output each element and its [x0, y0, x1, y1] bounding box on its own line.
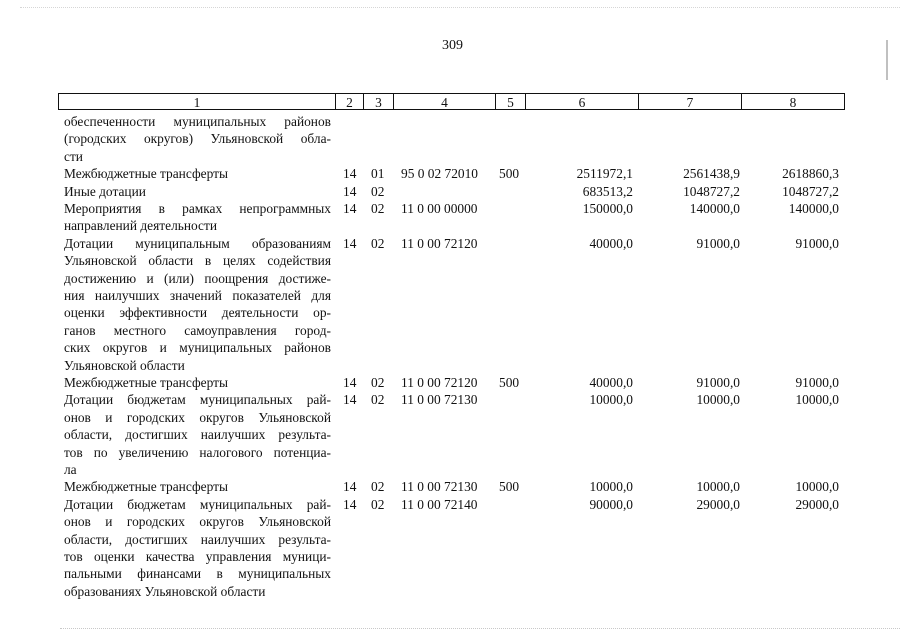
cell-c8: 140000,0 [788, 201, 839, 216]
cell-c8: 2618860,3 [782, 166, 839, 182]
cell-c2: 14 [343, 183, 357, 199]
description-line: тов по увеличению налогового потенциа- [64, 444, 331, 460]
cell-c2: 14 [343, 392, 357, 408]
header-col-6: 6 [525, 93, 638, 110]
cell-c7: 29000,0 [696, 496, 740, 512]
row-description [64, 496, 331, 600]
header-col-4: 4 [393, 93, 495, 110]
row-description [64, 113, 331, 165]
cell-c4: 11 0 00 72130 [401, 479, 478, 495]
description-line: Ульяновской области в целях содействия [64, 253, 331, 269]
description-line: Мероприятия в рамках непрограммных [64, 201, 331, 216]
cell-c8: 1048727,2 [782, 183, 839, 199]
row-description [64, 374, 331, 391]
cell-c3: 02 [371, 496, 385, 512]
description-line: пальными финансами в муниципальных [64, 566, 331, 582]
cell-c3: 01 [371, 166, 385, 182]
page-number: 309 [442, 38, 463, 53]
cell-c8: 10000,0 [795, 392, 839, 408]
cell-c2: 14 [343, 201, 357, 216]
description-line: ла [64, 462, 77, 478]
cell-c4: 11 0 00 72120 [401, 375, 478, 390]
cell-c6: 2511972,1 [576, 166, 633, 182]
row-description [64, 183, 331, 200]
header-col-7: 7 [638, 93, 741, 110]
row-description [64, 235, 331, 374]
cell-c8: 29000,0 [795, 496, 839, 512]
description-line: Дотации бюджетам муниципальных рай- [64, 392, 331, 408]
description-line: оценки эффективности деятельности ор- [64, 305, 331, 321]
cell-c2: 14 [343, 166, 357, 182]
description-line: тов оценки качества управления муници- [64, 549, 331, 565]
cell-c5: 500 [499, 479, 520, 495]
description-line: Межбюджетные трансферты [64, 375, 228, 390]
row-description [64, 165, 331, 182]
header-col-8: 8 [741, 93, 845, 110]
cell-c3: 02 [371, 183, 385, 199]
cell-c6: 10000,0 [589, 392, 633, 408]
description-line: Межбюджетные трансферты [64, 166, 228, 182]
cell-c6: 90000,0 [589, 496, 633, 512]
cell-c7: 91000,0 [696, 375, 740, 390]
header-col-3: 3 [363, 93, 393, 110]
description-line: направлений деятельности [64, 218, 218, 234]
cell-c5: 500 [499, 375, 520, 390]
cell-c8: 10000,0 [795, 479, 839, 495]
description-line: ских округов и муниципальных районов [64, 340, 331, 356]
cell-c8: 91000,0 [795, 375, 839, 390]
description-line: ния наилучших значений показателей для [64, 288, 331, 304]
description-line: обеспеченности муниципальных районов [64, 114, 331, 129]
cell-c7: 140000,0 [689, 201, 740, 216]
header-col-1: 1 [58, 93, 335, 110]
row-description [64, 478, 331, 495]
description-line: сти [64, 148, 83, 164]
row-description [64, 391, 331, 478]
cell-c4: 11 0 00 72120 [401, 235, 478, 251]
description-line: Межбюджетные трансферты [64, 479, 228, 495]
description-line: онов и городских округов Ульяновской [64, 409, 331, 425]
cell-c2: 14 [343, 479, 357, 495]
description-line: Дотации бюджетам муниципальных рай- [64, 496, 331, 512]
description-line: онов и городских округов Ульяновской [64, 514, 331, 530]
cell-c6: 683513,2 [582, 183, 633, 199]
cell-c7: 2561438,9 [683, 166, 740, 182]
cell-c2: 14 [343, 375, 357, 390]
cell-c7: 10000,0 [696, 392, 740, 408]
scan-artifact-bottom [60, 628, 900, 629]
header-col-2: 2 [335, 93, 363, 110]
cell-c2: 14 [343, 496, 357, 512]
description-line: области, достигших наилучших результа- [64, 531, 331, 547]
cell-c4: 11 0 00 72140 [401, 496, 478, 512]
description-line: Иные дотации [64, 183, 146, 199]
cell-c7: 10000,0 [696, 479, 740, 495]
cell-c6: 40000,0 [589, 375, 633, 390]
cell-c7: 91000,0 [696, 235, 740, 251]
description-line: образованиях Ульяновской области [64, 583, 266, 599]
cell-c3: 02 [371, 479, 385, 495]
description-line: области, достигших наилучших результа- [64, 427, 331, 443]
cell-c2: 14 [343, 235, 357, 251]
cell-c3: 02 [371, 375, 385, 390]
cell-c3: 02 [371, 235, 385, 251]
cell-c4: 11 0 00 72130 [401, 392, 478, 408]
description-line: Дотации муниципальным образованиям [64, 235, 331, 251]
description-line: достижению и (или) поощрения достиже- [64, 270, 331, 286]
cell-c8: 91000,0 [795, 235, 839, 251]
cell-c6: 40000,0 [589, 235, 633, 251]
cell-c5: 500 [499, 166, 520, 182]
description-line: (городских округов) Ульяновской обла- [64, 131, 331, 147]
cell-c7: 1048727,2 [683, 183, 740, 199]
cell-c4: 11 0 00 00000 [401, 201, 478, 216]
cell-c4: 95 0 02 72010 [401, 166, 478, 182]
cell-c3: 02 [371, 201, 385, 216]
cell-c6: 10000,0 [589, 479, 633, 495]
cell-c3: 02 [371, 392, 385, 408]
row-description [64, 200, 331, 235]
cell-c6: 150000,0 [582, 201, 633, 216]
description-line: Ульяновской области [64, 357, 185, 373]
description-line: ганов местного самоуправления город- [64, 322, 331, 338]
header-col-5: 5 [495, 93, 525, 110]
